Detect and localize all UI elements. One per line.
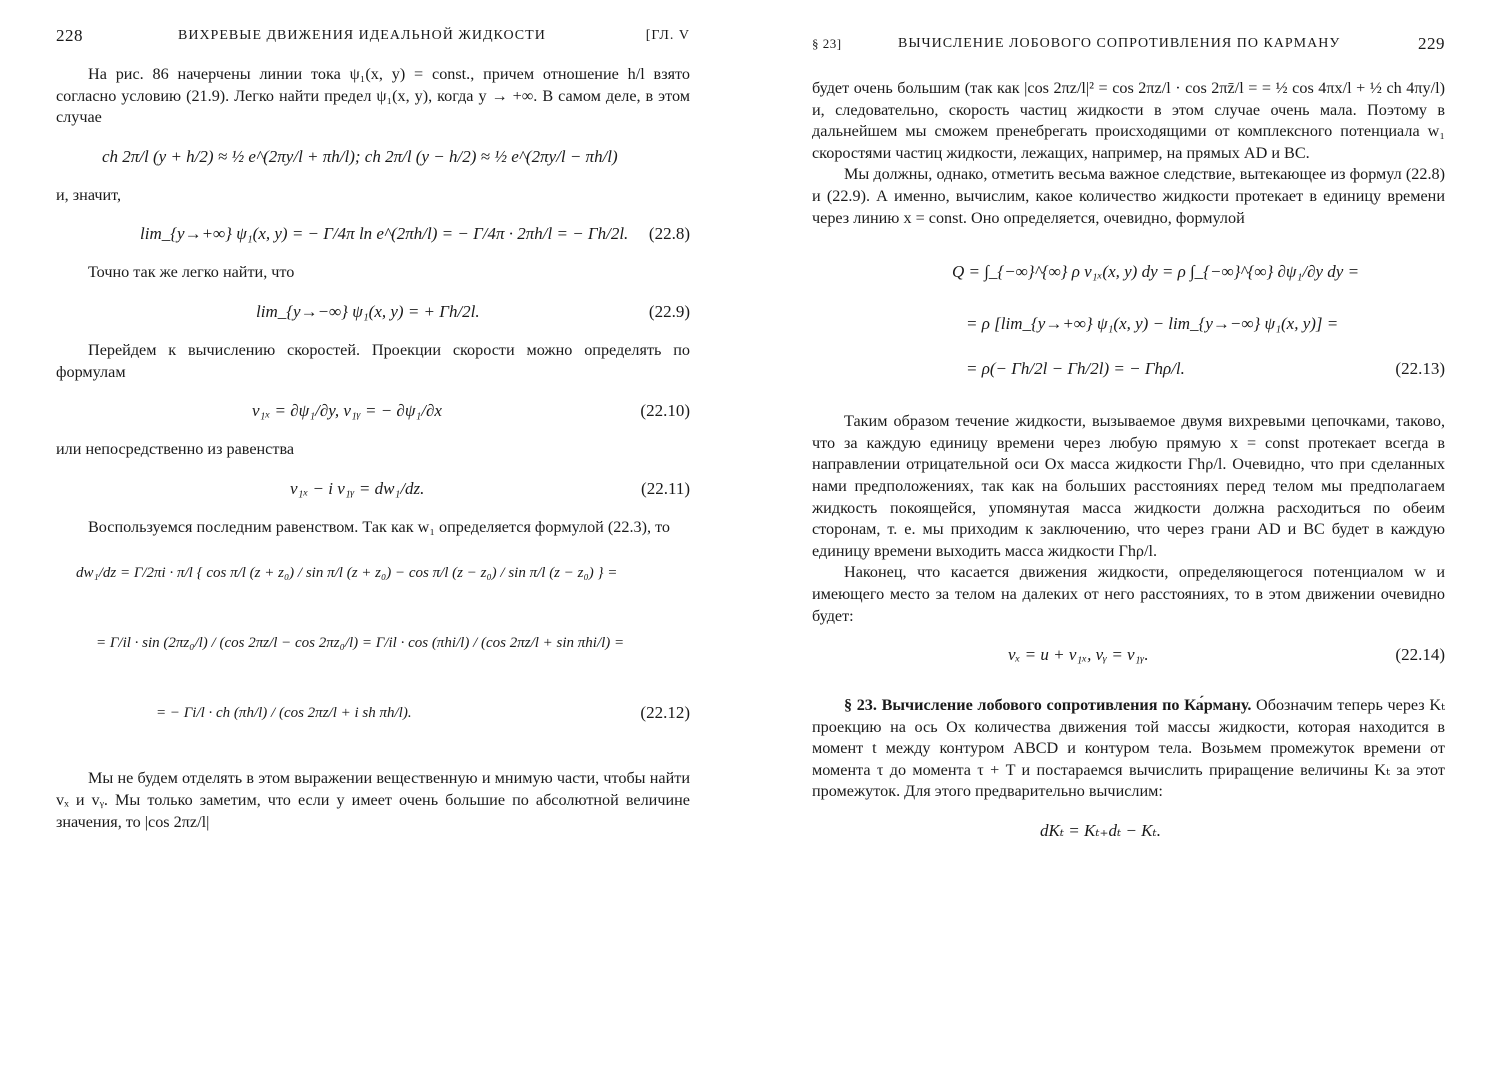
right-paragraph-4: Наконец, что касается движения жидкости, определяющегося потенциалом w и имеющего место за телом на далеких от него расстояниях, то в этом движении очевидно будет: (812, 563, 1445, 625)
equation-22-13-line-2-body: = ρ [lim_{y→+∞} ψ₁(x, y) − lim_{y→−∞} ψ₁(x, y)] = (966, 314, 1339, 334)
left-paragraph-1: На рис. 86 начерчены линии тока ψ₁(x, y) = const., причем отношение h/l взято согласно условию (21.9). Легко найти предел ψ₁(x, y), когда y → +∞. В самом деле, в этом случае (56, 65, 690, 127)
equation-22-9-body: lim_{y→−∞} ψ₁(x, y) = + Γh/2l. (256, 301, 480, 321)
left-paragraph-2: и, значит, (56, 185, 122, 204)
equation-dK (812, 803, 1445, 859)
equation-22-9 (56, 284, 690, 340)
equation-22-11-number: (22.11) (641, 478, 690, 498)
equation-22-13-line-2 (812, 307, 1445, 341)
equation-22-12-line-1-body: dw₁/dz = Γ/2πi · π/l { cos π/l (z + z₀) / sin π/l (z + z₀) − cos π/l (z − z₀) / sin π/l (z − z₀) } = (76, 565, 618, 582)
equation-22-12-line-3 (56, 678, 690, 748)
right-page (746, 0, 1493, 1066)
left-paragraph-6: Воспользуемся последним равенством. Так как w₁ определяется формулой (22.3), то (88, 517, 671, 536)
equation-22-10 (56, 383, 690, 439)
right-paragraph-5: Обозначим теперь через Kₜ проекцию на ось Ox количества движения той массы жидкости, которая находится в момент t между контуром ABCD и контуром тела. Возьмем промежуток времени от момента τ до момента τ + T и постараемся вычислить приращение величины Kₜ за этот промежуток. Для этого предварительно вычислим: (812, 696, 1446, 801)
left-chapter-mark: [ГЛ. V (645, 28, 690, 43)
section-23-paragraph (812, 695, 1445, 803)
right-section-mark: § 23] (812, 36, 842, 51)
equation-22-13-line-3 (812, 341, 1445, 397)
right-paragraph-2: Мы должны, однако, отметить весьма важное следствие, вытекающее из формул (22.8) и (22.9). А именно, вычислим, какое количество жидкости протекает в единицу времени через линию x = const. Оно определяется, очевидно, формулой (812, 165, 1445, 227)
equation-22-13-line-1-body: Q = ∫_{−∞}^{∞} ρ v₁ₓ(x, y) dy = ρ ∫_{−∞}^{∞} ∂ψ₁/∂y dy = (952, 262, 1360, 282)
left-paragraph-7: Мы не будем отделять в этом выражении вещественную и мнимую части, чтобы найти vₓ и vᵧ. Мы только заметим, что если y имеет очень большие по абсолютной величине значения, то |cos 2πz/l| (56, 769, 690, 831)
left-paragraph-5: или непосредственно из равенства (56, 440, 295, 459)
right-paragraph-1: будет очень большим (так как |cos 2πz/l|² = cos 2πz/l · cos 2πz̄/l = = ½ cos 4πx/l + ½ ch 4πy/l) и, следовательно, скорость частиц жидкости в этом случае очень мала. Поэтому в дальнейшем мы сможем пренебрегать происходящими от комплексного потенциала w₁ скоростями частиц жидкости, лежащих, например, на прямых AD и BC. (812, 79, 1445, 162)
left-page (0, 0, 746, 1066)
left-paragraph-3: Точно так же легко найти, что (88, 263, 295, 282)
equation-22-14-number: (22.14) (1395, 645, 1445, 665)
equation-22-13-line-3-body: = ρ(− Γh/2l − Γh/2l) = − Γhρ/l. (966, 359, 1185, 379)
equation-22-9-number: (22.9) (648, 301, 690, 321)
equation-ch (56, 129, 690, 185)
equation-22-13-line-1 (812, 237, 1445, 307)
equation-ch-body: ch 2π/l (y + h/2) ≈ ½ e^(2πy/l + πh/l); ch 2π/l (y − h/2) ≈ ½ e^(2πy/l − πh/l) (102, 146, 618, 166)
left-paragraph-4: Перейдем к вычислению скоростей. Проекции скорости можно определять по формулам (56, 340, 690, 381)
left-running-title: ВИХРЕВЫЕ ДВИЖЕНИЯ ИДЕАЛЬНОЙ ЖИДКОСТИ (178, 28, 546, 43)
equation-22-14 (812, 627, 1445, 683)
equation-22-12-line-1 (56, 538, 690, 608)
equation-22-12-number: (22.12) (640, 703, 690, 723)
equation-22-12-line-2 (56, 608, 690, 678)
equation-22-8-number: (22.8) (648, 224, 690, 244)
equation-22-14-body: vₓ = u + v₁ₓ, vᵧ = v₁ᵧ. (1008, 645, 1149, 665)
equation-22-8 (56, 206, 690, 262)
equation-dK-body: dKₜ = Kₜ₊dₜ − Kₜ. (1040, 821, 1161, 841)
left-running-header (56, 26, 690, 50)
right-running-header (812, 34, 1445, 58)
right-page-number: 229 (1418, 34, 1445, 53)
equation-22-8-body: lim_{y→+∞} ψ₁(x, y) = − Γ/4π ln e^(2πh/l) = − Γ/4π · 2πh/l = − Γh/2l. (140, 224, 629, 244)
equation-22-12-line-2-body: = Γ/il · sin (2πz₀/l) / (cos 2πz/l − cos 2πz₀/l) = Γ/il · cos (πhi/l) / (cos 2πz/l + sin πhi/l) = (96, 635, 625, 652)
right-paragraph-3: Таким образом течение жидкости, вызываемое двумя вихревыми цепочками, таково, что за каждую единицу времени через любую прямую x = const протекает всегда в направлении отрицательной оси Ox масса жидкости Γhρ/l. Очевидно, что при сделанных нами предположениях, так как на больших расстояниях перед телом мы предполагаем жидкость покоящейся, упомянутая масса жидкости должна расходиться по обеим сторонам, т. е. мы приходим к заключению, что через грани AD и BC будет в каждую единицу времени выходить масса жидкости Γhρ/l. (812, 412, 1445, 560)
equation-22-11-body: v₁ₓ − i v₁ᵧ = dw₁/dz. (290, 478, 425, 498)
equation-22-10-body: v₁ₓ = ∂ψ₁/∂y, v₁ᵧ = − ∂ψ₁/∂x (252, 401, 442, 421)
section-23-heading: § 23. Вычисление лобового сопротивления по Ка́рману. (844, 696, 1252, 715)
equation-22-10-number: (22.10) (640, 401, 690, 421)
left-page-number: 228 (56, 26, 83, 45)
right-running-title: ВЫЧИСЛЕНИЕ ЛОБОВОГО СОПРОТИВЛЕНИЯ ПО КАРМАНУ (898, 36, 1341, 51)
equation-22-13-number: (22.13) (1395, 359, 1445, 379)
equation-22-12-line-3-body: = − Γi/l · ch (πh/l) / (cos 2πz/l + i sh πh/l). (156, 705, 412, 722)
equation-22-11 (56, 461, 690, 517)
